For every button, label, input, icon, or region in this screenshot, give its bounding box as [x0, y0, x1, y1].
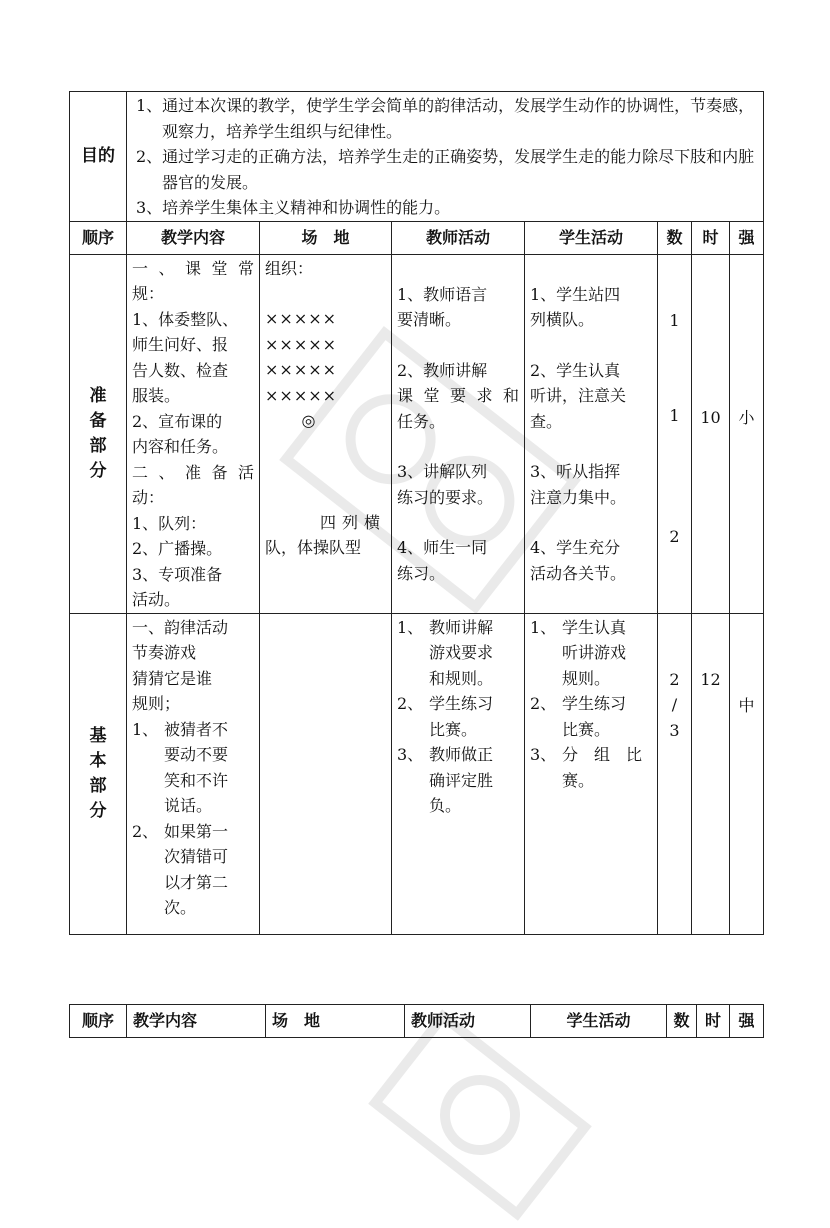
- continuation-header-row: [70, 1005, 764, 1038]
- basic-rule-item: [132, 717, 254, 819]
- item-line: 负。: [429, 796, 462, 815]
- lesson-plan-table: [69, 91, 764, 935]
- prep-student-line: 列横队。: [530, 310, 595, 329]
- formation-row: ×××××: [265, 309, 338, 328]
- basic-label: [70, 613, 127, 934]
- basic-venue: [260, 613, 392, 934]
- basic-student-item: [530, 691, 652, 742]
- item-line: 和规则。: [429, 668, 494, 688]
- item-line: 游戏要求: [429, 643, 494, 662]
- item-line: 教师讲解: [429, 617, 494, 637]
- formation-row: ×××××: [265, 385, 338, 405]
- header-order: 顺序: [70, 1005, 127, 1038]
- item-line: 赛。: [562, 770, 595, 790]
- header-time: 时: [697, 1005, 730, 1038]
- prep-student: [525, 254, 658, 613]
- prep-student-line: 3、听从指挥: [530, 462, 621, 481]
- prep-content-line: 动：: [132, 488, 165, 507]
- prep-teacher-line: 1、教师语言: [397, 284, 488, 304]
- formation-note: 队，体操队型: [265, 538, 362, 557]
- item-number: 2、: [530, 694, 557, 713]
- prep-content-line: 3、专项准备: [132, 564, 223, 584]
- goal-item: 3、培养学生集体主义精神和协调性的能力。: [136, 198, 451, 217]
- basic-count: [658, 613, 692, 934]
- formation-note: 四列横: [319, 512, 386, 532]
- header-teacher: 教师活动: [405, 1005, 531, 1038]
- basic-teacher-item: [397, 615, 519, 692]
- prep-content-line: 师生问好、报: [132, 335, 229, 354]
- header-count: 数: [667, 1005, 697, 1038]
- prep-content-line: 1、体委整队、: [132, 309, 239, 329]
- prep-teacher-line: 要清晰。: [397, 310, 462, 329]
- item-line: 比赛。: [429, 719, 478, 739]
- header-order: 顺序: [70, 221, 127, 254]
- basic-student: [525, 613, 658, 934]
- prep-content-line: 2、宣布课的: [132, 411, 223, 431]
- formation-row: ×××××: [265, 360, 338, 379]
- prep-row: [70, 254, 764, 613]
- prep-teacher-line: 任务。: [397, 411, 446, 431]
- prep-content-line: 告人数、检查: [132, 360, 229, 380]
- header-row: [70, 221, 764, 254]
- prep-content-line: 1、队列：: [132, 513, 207, 533]
- prep-student-line: 1、学生站四: [530, 284, 621, 304]
- basic-rule-item: [132, 819, 254, 921]
- prep-content-line: 服装。: [132, 386, 181, 405]
- prep-label-char: 分: [89, 460, 107, 481]
- basic-count-value: /: [671, 695, 678, 714]
- rule-number: 2、: [132, 821, 159, 841]
- prep-content-line: 活动。: [132, 590, 181, 609]
- header-student: 学生活动: [531, 1005, 667, 1038]
- basic-label-char: 部: [89, 775, 107, 796]
- venue-org-label: 组织：: [265, 258, 314, 278]
- basic-content-line: 节奏游戏: [132, 643, 197, 662]
- item-number: 3、: [530, 745, 557, 764]
- rule-line: 要动不要: [164, 745, 229, 764]
- basic-teacher: [392, 613, 525, 934]
- basic-content-line: 规则；: [132, 694, 181, 713]
- header-teacher: 教师活动: [392, 221, 525, 254]
- basic-content: [127, 613, 260, 934]
- prep-student-line: 4、学生充分: [530, 538, 621, 557]
- prep-student-line: 2、学生认真: [530, 360, 621, 380]
- header-student: 学生活动: [525, 221, 658, 254]
- prep-student-line: 查。: [530, 411, 563, 431]
- prep-content-line: 规：: [132, 284, 165, 303]
- basic-student-item: [530, 742, 652, 793]
- item-line: 比赛。: [562, 719, 611, 739]
- basic-intensity: 中: [730, 613, 764, 934]
- goal-item: 2、通过学习走的正确方法，培养学生走的正确姿势，发展学生走的能力除尽下肢和内脏器官的发展。: [136, 147, 755, 192]
- prep-label-char: 备: [89, 410, 107, 431]
- prep-label-char: 准: [89, 385, 107, 406]
- prep-student-line: 活动各关节。: [530, 563, 627, 583]
- prep-count: [658, 254, 692, 613]
- goal-row: [70, 92, 764, 222]
- prep-count-value: 1: [669, 310, 680, 330]
- prep-count-value: 1: [669, 406, 680, 425]
- rule-line: 以才第二: [164, 872, 229, 892]
- goal-text: [127, 92, 764, 222]
- item-number: 1、: [397, 617, 424, 637]
- rule-line: 说话。: [164, 796, 213, 815]
- prep-label: [70, 254, 127, 613]
- prep-teacher-line: 练习。: [397, 563, 446, 583]
- item-line: 学生练习: [429, 694, 494, 713]
- formation-row: ×××××: [265, 334, 338, 354]
- rule-line: 次。: [164, 898, 197, 917]
- rule-line: 如果第一: [164, 821, 229, 841]
- item-number: 2、: [397, 694, 424, 713]
- basic-label-char: 基: [89, 725, 107, 746]
- item-line: 规则。: [562, 668, 611, 688]
- basic-content-line: 猜猜它是谁: [132, 668, 213, 688]
- item-line: 分 组 比: [562, 745, 643, 764]
- prep-student-line: 注意力集中。: [530, 487, 627, 507]
- basic-teacher-item: [397, 691, 519, 742]
- prep-content-line: 内容和任务。: [132, 437, 229, 456]
- prep-content-line: 2、广播操。: [132, 539, 223, 558]
- goal-label: 目的: [70, 92, 127, 222]
- continuation-header-table: [69, 1004, 764, 1038]
- header-venue: 场 地: [260, 221, 392, 254]
- item-number: 1、: [530, 617, 557, 637]
- prep-venue: [260, 254, 392, 613]
- basic-count-value: 3: [669, 720, 680, 740]
- item-line: 教师做正: [429, 745, 494, 764]
- prep-time: 10: [692, 254, 730, 613]
- header-count: 数: [658, 221, 692, 254]
- basic-label-char: 本: [89, 750, 107, 771]
- item-line: 确评定胜: [429, 770, 494, 790]
- prep-label-char: 部: [89, 435, 107, 456]
- item-line: 学生练习: [562, 694, 627, 713]
- prep-teacher-line: 4、师生一同: [397, 538, 488, 557]
- basic-teacher-item: [397, 742, 519, 819]
- item-number: 3、: [397, 745, 424, 764]
- prep-content-line: 一、课堂常: [132, 258, 254, 278]
- prep-teacher: [392, 254, 525, 613]
- prep-teacher-line: 3、讲解队列: [397, 462, 488, 481]
- header-venue: 场 地: [266, 1005, 405, 1038]
- goal-item: 1、通过本次课的教学，使学生学会简单的韵律活动，发展学生动作的协调性，节奏感，观察力，培养学生组织与纪律性。: [136, 96, 755, 141]
- item-line: 学生认真: [562, 617, 627, 637]
- header-intensity: 强: [730, 1005, 764, 1038]
- basic-student-item: [530, 615, 652, 692]
- prep-teacher-line: 2、教师讲解: [397, 360, 488, 380]
- basic-time: 12: [692, 613, 730, 934]
- rule-number: 1、: [132, 719, 159, 739]
- item-line: 听讲游戏: [562, 643, 627, 662]
- header-intensity: 强: [730, 221, 764, 254]
- prep-count-value: 2: [669, 526, 680, 546]
- basic-label-char: 分: [89, 800, 107, 821]
- prep-teacher-line: 课堂要求和: [397, 386, 519, 405]
- basic-row: [70, 613, 764, 934]
- header-time: 时: [692, 221, 730, 254]
- prep-teacher-line: 练习的要求。: [397, 487, 494, 507]
- rule-line: 被猜者不: [164, 719, 229, 739]
- basic-content-line: 一、韵律活动: [132, 617, 229, 637]
- header-content: 教学内容: [127, 221, 260, 254]
- prep-content-line: 二、准备活: [132, 462, 254, 482]
- rule-line: 次猜错可: [164, 847, 229, 866]
- prep-student-line: 听讲，注意关: [530, 386, 627, 405]
- basic-count-value: 2: [669, 669, 680, 689]
- prep-content: [127, 254, 260, 613]
- teacher-position-mark: ◎: [301, 411, 316, 430]
- prep-intensity: 小: [730, 254, 764, 613]
- header-content: 教学内容: [127, 1005, 266, 1038]
- rule-line: 笑和不许: [164, 770, 229, 790]
